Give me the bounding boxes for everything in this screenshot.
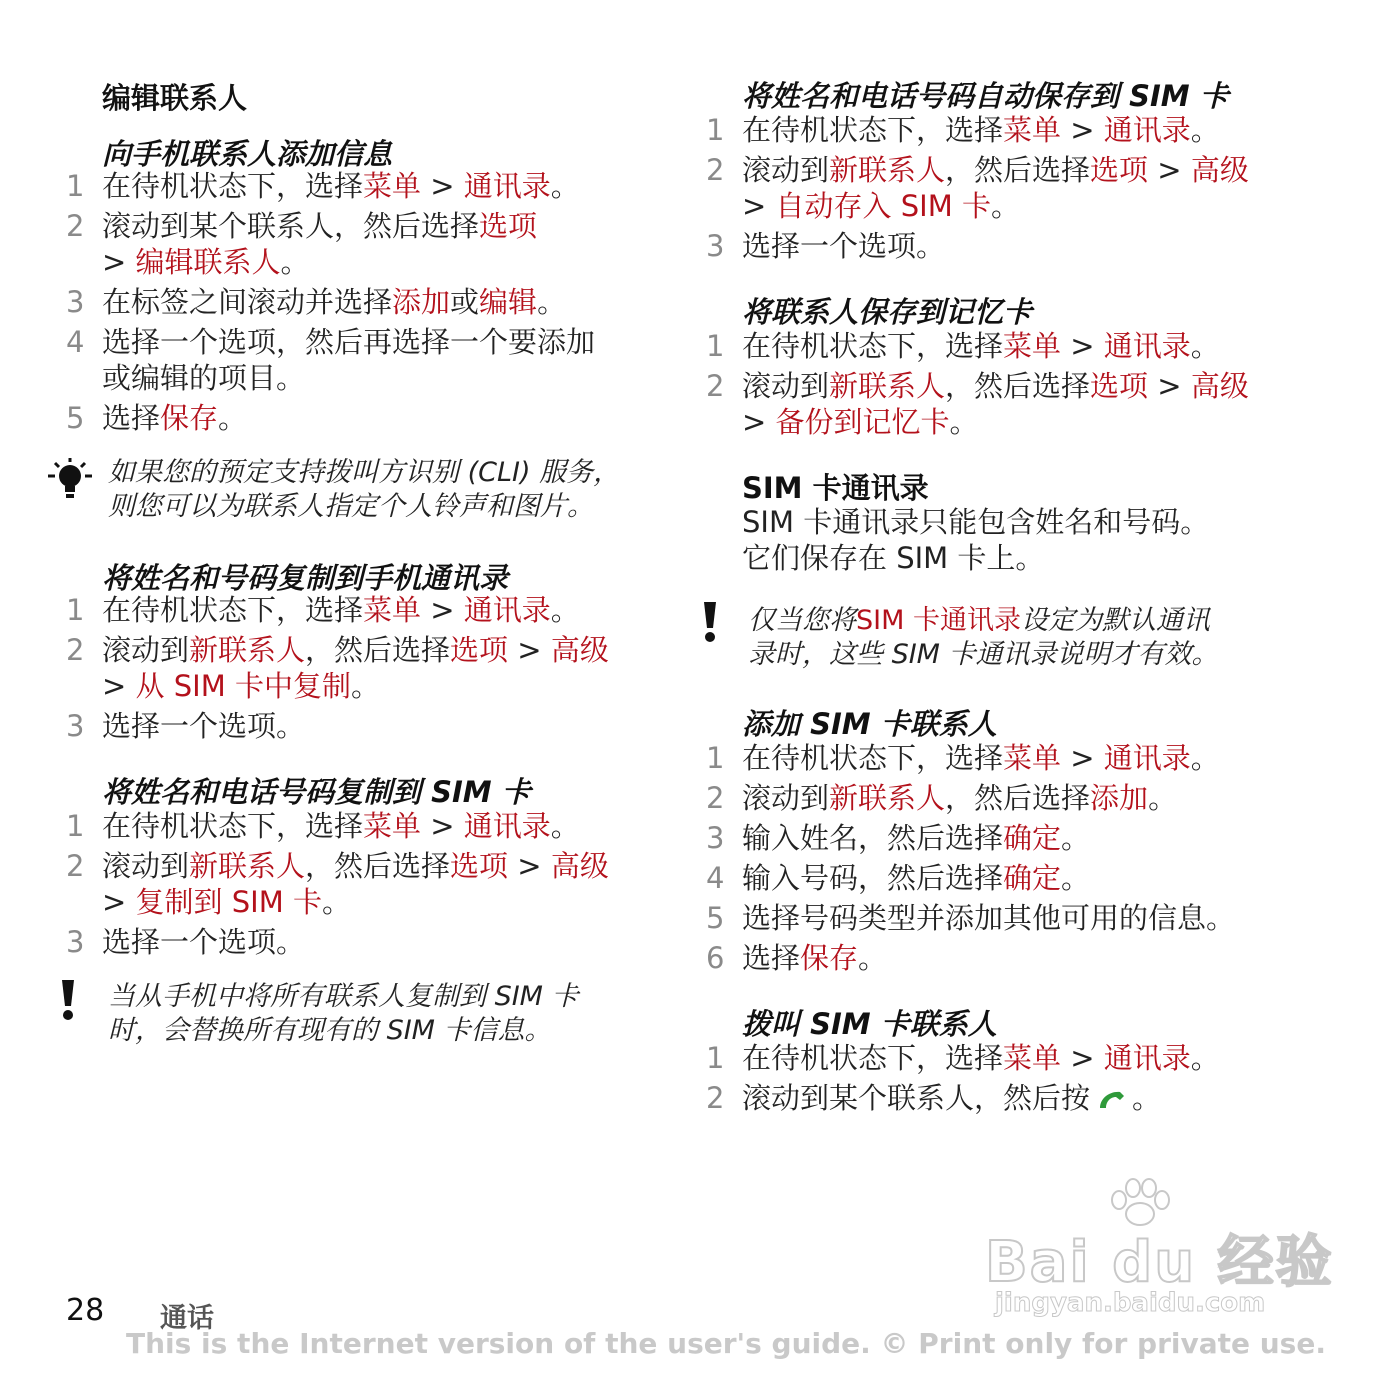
step-number: 1	[706, 113, 725, 147]
step-number: 2	[66, 633, 85, 667]
edit-link: 编辑	[479, 285, 538, 319]
sim-contacts-link: SIM 卡通讯录	[856, 605, 1021, 636]
contacts-link: 通讯录	[1103, 741, 1191, 775]
punct: 。	[1132, 1081, 1162, 1115]
options-link: 选项	[450, 849, 509, 883]
ok-link: 确定	[1003, 861, 1062, 895]
footer-disclaimer: This is the Internet version of the user's guide. © Print only for private use.	[126, 1327, 1326, 1360]
step-text: 滚动到	[742, 781, 830, 815]
step-text: 或编辑的项目。	[102, 361, 306, 395]
conjunction: 或	[450, 285, 480, 319]
punct: 。	[1061, 861, 1091, 895]
punct: 。	[550, 593, 580, 627]
step-text: ，然后选择	[945, 369, 1091, 403]
separator: >	[1061, 113, 1104, 147]
step-text: ，然后选择	[945, 153, 1091, 187]
separator: >	[421, 169, 464, 203]
separator: >	[1148, 369, 1191, 403]
step-number: 3	[66, 709, 85, 743]
separator: >	[1061, 1041, 1104, 1075]
step-text: 在标签之间滚动并选择	[102, 285, 393, 319]
options-link: 选项	[479, 209, 538, 243]
baidu-jingyan-watermark	[985, 1178, 1334, 1328]
options-link: 选项	[450, 633, 509, 667]
copy-from-sim-link: 从 SIM 卡中复制	[135, 669, 351, 703]
step-text: ，然后选择	[305, 633, 451, 667]
punct: 。	[858, 941, 888, 975]
step-number: 3	[706, 229, 725, 263]
step-text: 滚动到	[102, 849, 190, 883]
step-text: 在待机状态下，选择	[742, 1041, 1004, 1075]
step-number: 1	[66, 809, 85, 843]
step-text: 滚动到	[742, 369, 830, 403]
separator: >	[102, 245, 136, 279]
menu-link: 菜单	[363, 169, 422, 203]
paragraph-line: SIM 卡通讯录只能包含姓名和号码。	[742, 505, 1210, 539]
contacts-link: 通讯录	[1103, 329, 1191, 363]
menu-link: 菜单	[1003, 329, 1062, 363]
punct: 。	[1190, 741, 1220, 775]
tip-line: 则您可以为联系人指定个人铃声和图片。	[108, 491, 594, 522]
step-number: 1	[66, 593, 85, 627]
warning-line: 录时，这些 SIM 卡通讯录说明才有效。	[748, 639, 1219, 670]
menu-link: 菜单	[1003, 741, 1062, 775]
contacts-link: 通讯录	[463, 593, 551, 627]
step-number: 3	[66, 925, 85, 959]
menu-link: 菜单	[1003, 1041, 1062, 1075]
page-number: 28	[66, 1293, 105, 1328]
advanced-link: 高级	[1190, 369, 1249, 403]
punct: 。	[537, 285, 567, 319]
step-number: 2	[66, 849, 85, 883]
options-link: 选项	[1090, 153, 1149, 187]
separator: >	[102, 669, 136, 703]
ok-link: 确定	[1003, 821, 1062, 855]
watermark-brand: Bai du 经验	[985, 1230, 1334, 1295]
page-title: 编辑联系人	[102, 81, 248, 115]
menu-link: 菜单	[1003, 113, 1062, 147]
step-text: ，然后选择	[945, 781, 1091, 815]
step-text: 滚动到	[742, 153, 830, 187]
separator: >	[742, 405, 776, 439]
punct: 。	[280, 245, 310, 279]
separator: >	[102, 885, 136, 919]
step-number: 5	[66, 401, 85, 435]
step-number: 6	[706, 941, 725, 975]
step-number: 2	[706, 153, 725, 187]
menu-link: 菜单	[363, 809, 422, 843]
step-number: 5	[706, 901, 725, 935]
step-text: ，然后选择	[305, 849, 451, 883]
punct: 。	[350, 669, 380, 703]
step-text: 选择一个选项。	[102, 709, 306, 743]
warning-text: 设定为默认通讯	[1020, 605, 1210, 636]
step-text: 在待机状态下，选择	[742, 741, 1004, 775]
step-number: 2	[706, 369, 725, 403]
punct: 。	[1190, 113, 1220, 147]
punct: 。	[550, 809, 580, 843]
step-text: 选择	[102, 401, 161, 435]
edit-contact-link: 编辑联系人	[135, 245, 281, 279]
contacts-link: 通讯录	[463, 809, 551, 843]
step-number: 4	[706, 861, 725, 895]
step-number: 3	[66, 285, 85, 319]
step-number: 1	[66, 169, 85, 203]
punct: 。	[321, 885, 351, 919]
new-contact-link: 新联系人	[189, 849, 306, 883]
section-heading-copy-to-sim: 将姓名和电话号码复制到 SIM 卡	[102, 775, 531, 809]
step-number: 2	[706, 1081, 725, 1115]
copy-to-sim-link: 复制到 SIM 卡	[135, 885, 322, 919]
step-number: 1	[706, 329, 725, 363]
contacts-link: 通讯录	[463, 169, 551, 203]
separator: >	[1061, 329, 1104, 363]
options-link: 选项	[1090, 369, 1149, 403]
step-text: 在待机状态下，选择	[742, 113, 1004, 147]
step-text: 选择一个选项，然后再选择一个要添加	[102, 325, 596, 359]
exclamation-icon	[58, 978, 78, 1022]
separator: >	[742, 189, 776, 223]
new-contact-link: 新联系人	[829, 153, 946, 187]
warning-line: 时，会替换所有现有的 SIM 卡信息。	[108, 1015, 552, 1046]
step-number: 3	[706, 821, 725, 855]
auto-save-sim-link: 自动存入 SIM 卡	[775, 189, 991, 223]
step-number: 1	[706, 741, 725, 775]
step-number: 2	[706, 781, 725, 815]
step-number: 2	[66, 209, 85, 243]
step-text: 在待机状态下，选择	[102, 593, 364, 627]
step-text: 选择一个选项。	[742, 229, 946, 263]
punct: 。	[218, 401, 248, 435]
step-text: 滚动到某个联系人，然后选择	[102, 209, 480, 243]
section-heading-save-to-memory-card: 将联系人保存到记忆卡	[742, 295, 1033, 329]
tip-line: 如果您的预定支持拨叫方识别 (CLI) 服务，	[108, 457, 621, 488]
contacts-link: 通讯录	[1103, 113, 1191, 147]
warning-line: 当从手机中将所有联系人复制到 SIM 卡	[108, 981, 579, 1012]
save-link: 保存	[800, 941, 859, 975]
save-link: 保存	[160, 401, 219, 435]
contacts-link: 通讯录	[1103, 1041, 1191, 1075]
section-heading-auto-save-sim: 将姓名和电话号码自动保存到 SIM 卡	[742, 79, 1229, 113]
section-heading-sim-contacts: SIM 卡通讯录	[742, 471, 929, 505]
punct: 。	[949, 405, 979, 439]
advanced-link: 高级	[550, 849, 609, 883]
new-contact-link: 新联系人	[829, 781, 946, 815]
step-text: 选择一个选项。	[102, 925, 306, 959]
step-text: 在待机状态下，选择	[102, 809, 364, 843]
step-text: 滚动到	[102, 633, 190, 667]
menu-link: 菜单	[363, 593, 422, 627]
exclamation-icon	[700, 600, 720, 644]
advanced-link: 高级	[550, 633, 609, 667]
separator: >	[508, 849, 551, 883]
punct: 。	[1148, 781, 1178, 815]
new-contact-link: 新联系人	[189, 633, 306, 667]
step-text: 选择号码类型并添加其他可用的信息。	[742, 901, 1236, 935]
section-heading-call-sim-contact: 拨叫 SIM 卡联系人	[742, 1007, 997, 1041]
backup-memory-card-link: 备份到记忆卡	[775, 405, 950, 439]
separator: >	[1148, 153, 1191, 187]
step-text: 在待机状态下，选择	[102, 169, 364, 203]
chapter-name: 通话	[160, 1303, 214, 1334]
step-text: 输入姓名，然后选择	[742, 821, 1004, 855]
section-heading-copy-to-phone: 将姓名和号码复制到手机通讯录	[102, 561, 509, 595]
separator: >	[508, 633, 551, 667]
punct: 。	[990, 189, 1020, 223]
punct: 。	[1190, 329, 1220, 363]
paragraph-line: 它们保存在 SIM 卡上。	[742, 541, 1045, 575]
warning-line	[748, 604, 1210, 638]
step-text: 输入号码，然后选择	[742, 861, 1004, 895]
separator: >	[1061, 741, 1104, 775]
section-heading-add-sim-contact: 添加 SIM 卡联系人	[742, 707, 997, 741]
step-text: 在待机状态下，选择	[742, 329, 1004, 363]
step-text: 选择	[742, 941, 801, 975]
new-contact-link: 新联系人	[829, 369, 946, 403]
add-link: 添加	[392, 285, 451, 319]
separator: >	[421, 809, 464, 843]
add-link: 添加	[1090, 781, 1149, 815]
lightbulb-icon	[46, 456, 94, 502]
warning-text: 仅当您将	[748, 605, 856, 636]
punct: 。	[1190, 1041, 1220, 1075]
separator: >	[421, 593, 464, 627]
punct: 。	[550, 169, 580, 203]
step-number: 1	[706, 1041, 725, 1075]
step-text: 滚动到某个联系人，然后按	[742, 1081, 1091, 1115]
advanced-link: 高级	[1190, 153, 1249, 187]
section-heading-add-info: 向手机联系人添加信息	[102, 137, 393, 171]
call-key-icon	[1096, 1088, 1128, 1112]
step-number: 4	[66, 325, 85, 359]
watermark-url: jingyan.baidu.com	[995, 1288, 1266, 1318]
punct: 。	[1061, 821, 1091, 855]
